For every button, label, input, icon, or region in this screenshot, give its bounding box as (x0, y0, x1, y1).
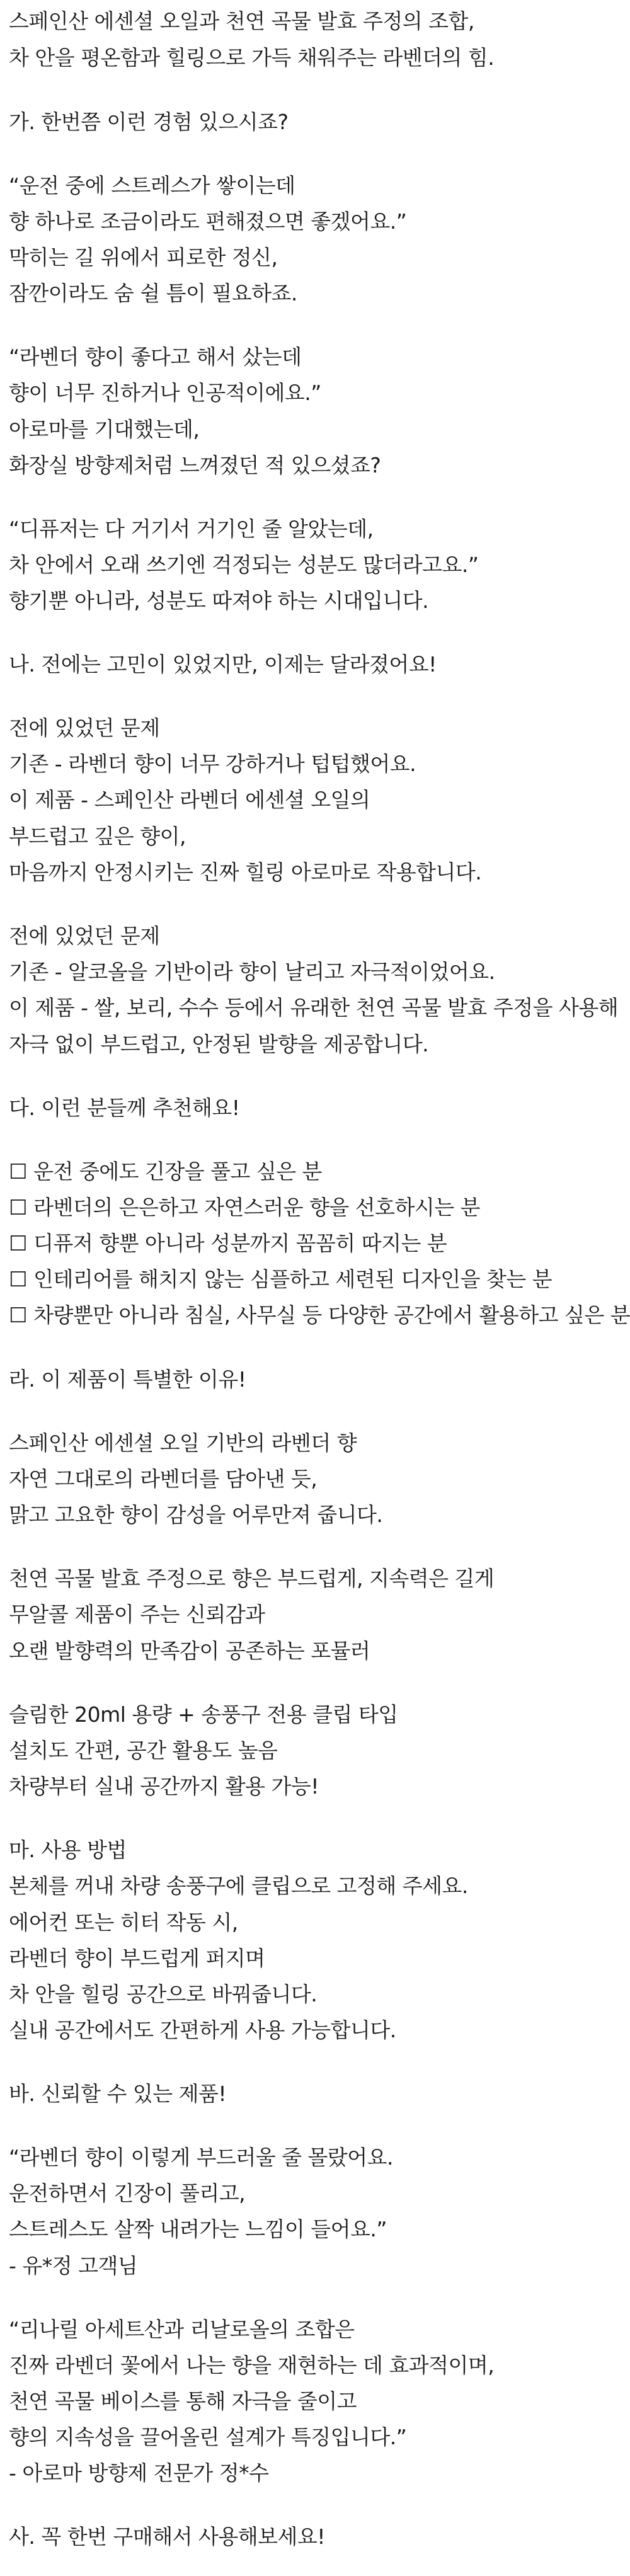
text-line: 설치도 간편, 공간 활용도 높음 (9, 1738, 278, 1763)
text-line: 진짜 라벤더 꽃에서 나는 향을 재현하는 데 효과적이며, (9, 2353, 495, 2378)
text-line: - 아로마 방향제 전문가 정*수 (9, 2461, 269, 2485)
text-line: ☐ 라벤더의 은은하고 자연스러운 향을 선호하시는 분 (9, 1195, 480, 1220)
text-line: 부드럽고 깊은 향이, (9, 824, 186, 849)
text-line: 향이 너무 진하거나 인공적이에요.” (9, 381, 321, 405)
text-line: 이 제품 - 스페인산 라벤더 에센셜 오일의 (9, 787, 370, 812)
text-line: 화장실 방향제처럼 느껴졌던 적 있으셨죠? (9, 453, 381, 478)
text-line: “운전 중에 스트레스가 쌓이는데 (9, 173, 295, 198)
text-line: ☐ 운전 중에도 긴장을 풀고 싶은 분 (9, 1159, 322, 1184)
text-line: 막히는 길 위에서 피로한 정신, (9, 245, 278, 270)
text-line: 가. 한번쯤 이런 경험 있으시죠? (9, 110, 289, 134)
text-line: 향의 지속성을 끌어올린 설계가 특징입니다.” (9, 2425, 407, 2449)
text-line: 스페인산 에센셜 오일 기반의 라벤더 향 (9, 1431, 357, 1455)
text-line: 에어컨 또는 히터 작동 시, (9, 1910, 238, 1935)
text-line: 다. 이런 분들께 추천해요! (9, 1096, 240, 1120)
text-line: 잠깐이라도 숨 쉴 틈이 필요하죠. (9, 281, 297, 306)
text-line: 실내 공간에서도 간편하게 사용 가능합니다. (9, 2018, 396, 2042)
text-line: 전에 있었던 문제 (9, 716, 160, 740)
text-line: 차 안에서 오래 쓰기엔 걱정되는 성분도 많더라고요.” (9, 552, 479, 577)
text-line: 아로마를 기대했는데, (9, 417, 200, 442)
text-line: 나. 전에는 고민이 있었지만, 이제는 달라졌어요! (9, 652, 437, 677)
text-line: 바. 신뢰할 수 있는 제품! (9, 2081, 227, 2106)
text-line: 맑고 고요한 향이 감성을 어루만져 줍니다. (9, 1503, 383, 1527)
text-line: 차량부터 실내 공간까지 활용 가능! (9, 1774, 319, 1799)
text-line: 천연 곡물 베이스를 통해 자극을 줄이고 (9, 2389, 357, 2413)
text-line: “리나릴 아세트산과 리날로올의 조합은 (9, 2317, 355, 2342)
text-line: 향 하나로 조금이라도 편해졌으면 좋겠어요.” (9, 209, 407, 234)
text-line: 천연 곡물 발효 주정으로 향은 부드럽게, 지속력은 길게 (9, 1566, 495, 1591)
text-line: 스페인산 에센셜 오일과 천연 곡물 발효 주정의 조합, (9, 9, 474, 33)
text-line: 본체를 꺼내 차량 송풍구에 클립으로 고정해 주세요. (9, 1874, 468, 1898)
text-line: “라벤더 향이 이렇게 부드러울 줄 몰랐어요. (9, 2145, 393, 2170)
text-line: 자연 그대로의 라벤더를 담아낸 듯, (9, 1467, 318, 1491)
text-line: 차 안을 힐링 공간으로 바꿔줍니다. (9, 1982, 318, 2006)
text-line: 기존 - 라벤더 향이 너무 강하거나 텁텁했어요. (9, 752, 416, 776)
text-line: 슬림한 20ml 용량 + 송풍구 전용 클립 타입 (9, 1702, 398, 1727)
text-line: 전에 있었던 문제 (9, 924, 160, 948)
text-line: 자극 없이 부드럽고, 안정된 발향을 제공합니다. (9, 1032, 429, 1056)
text-line: “라벤더 향이 좋다고 해서 샀는데 (9, 345, 302, 369)
text-line: 스트레스도 살짝 내려가는 느낌이 들어요.” (9, 2217, 387, 2241)
text-line: 무알콜 제품이 주는 신뢰감과 (9, 1602, 265, 1627)
text-line: 라벤더 향이 부드럽게 퍼지며 (9, 1946, 265, 1971)
text-line: 이 제품 - 쌀, 보리, 수수 등에서 유래한 천연 곡물 발효 주정을 사용해 (9, 995, 619, 1020)
text-line: “디퓨저는 다 거기서 거기인 줄 알았는데, (9, 517, 374, 541)
text-line: 운전하면서 긴장이 풀리고, (9, 2181, 246, 2206)
text-line: - 유*정 고객님 (9, 2253, 138, 2278)
text-line: 향기뿐 아니라, 성분도 따져야 하는 시대입니다. (9, 588, 429, 613)
text-line: ☐ 차량뿐만 아니라 침실, 사무실 등 다양한 공간에서 활용하고 싶은 분 (9, 1303, 630, 1327)
text-line: 차 안을 평온함과 힐링으로 가득 채워주는 라벤더의 힘. (9, 45, 495, 70)
text-line: ☐ 인테리어를 해치지 않는 심플하고 세련된 디자인을 찾는 분 (9, 1267, 553, 1291)
text-line: 마음까지 안정시키는 진짜 힐링 아로마로 작용합니다. (9, 860, 482, 884)
text-line: 오랜 발향력의 만족감이 공존하는 포뮬러 (9, 1639, 370, 1663)
text-line: 라. 이 제품이 특별한 이유! (9, 1367, 246, 1392)
text-line: 기존 - 알코올을 기반이라 향이 날리고 자극적이었어요. (9, 959, 495, 984)
text-line: ☐ 디퓨저 향뿐 아니라 성분까지 꼼꼼히 따지는 분 (9, 1231, 447, 1256)
text-line: 사. 꼭 한번 구매해서 사용해보세요! (9, 2524, 325, 2549)
text-line: 마. 사용 방법 (9, 1838, 127, 1862)
